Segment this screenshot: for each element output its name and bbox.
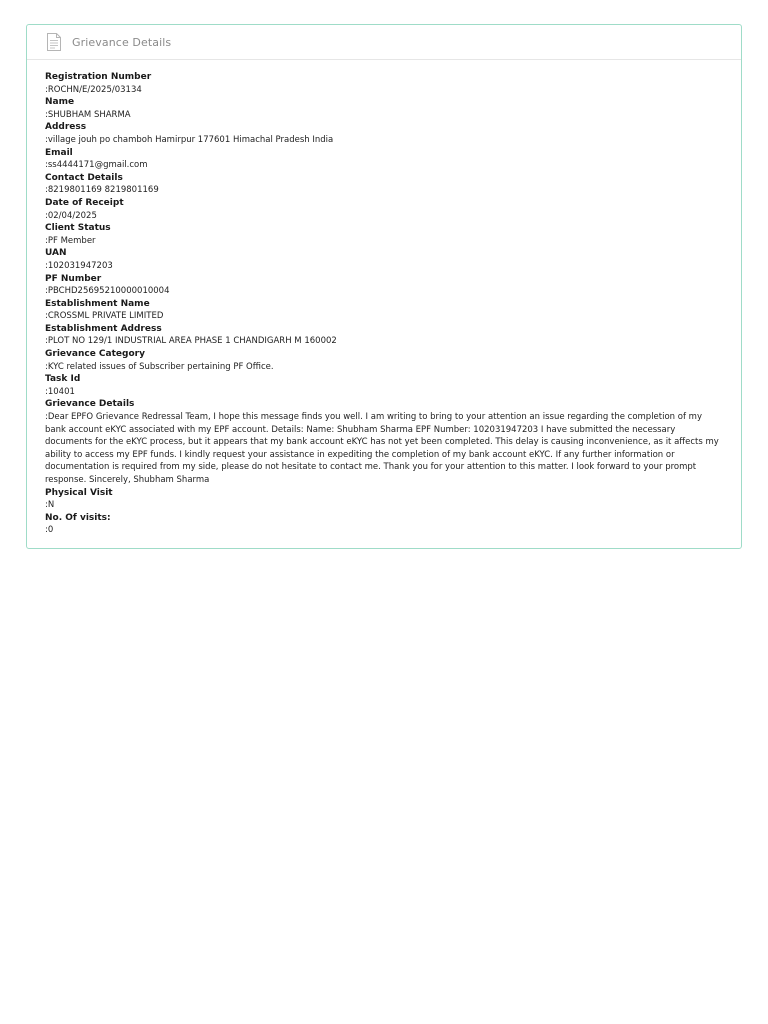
field-label: Address (45, 122, 87, 133)
field-value: :CROSSML PRIVATE LIMITED (45, 311, 164, 322)
field-label: Name (45, 97, 75, 108)
field-value: :102031947203 (45, 260, 113, 271)
field-establishment-address (45, 323, 723, 348)
field-number-of-visits (45, 512, 723, 537)
field-label: Date of Receipt (45, 197, 124, 208)
field-client-status (45, 222, 723, 247)
field-grievance-details (45, 398, 723, 486)
field-registration-number (45, 71, 723, 96)
field-label: UAN (45, 248, 67, 259)
field-value: :N (45, 500, 55, 511)
field-label: Grievance Details (45, 399, 135, 410)
field-date-of-receipt (45, 197, 723, 222)
document-icon (46, 32, 62, 52)
field-value: :0 (45, 525, 54, 536)
field-value: :ROCHN/E/2025/03134 (45, 84, 142, 95)
field-value: :02/04/2025 (45, 210, 97, 221)
field-physical-visit (45, 487, 723, 512)
field-value: :Dear EPFO Grievance Redressal Team, I hope this message finds you well. I am writing to bring to your attention an issue regarding the completion of my bank account eKYC associated with my EPF account. Details: Name: Shubham Sharma EPF Number: 102031947203 I have submitted the necessary documents for the eKYC process, but it appears that my bank account eKYC has not yet been completed. This delay is causing inconvenience, as it affects my ability to access my EPF funds. I kindly request your assistance in expediting the completion of my bank account eKYC. If any further information or documentation is required from my side, please do not hesitate to contact me. Thank you for your attention to this matter. I look forward to your prompt response. Sincerely, Shubham Sharma (45, 412, 719, 485)
field-grievance-category (45, 348, 723, 373)
field-pf-number (45, 273, 723, 298)
field-label: Contact Details (45, 172, 123, 183)
field-value: :10401 (45, 386, 75, 397)
field-value: :PF Member (45, 235, 96, 246)
field-value: :KYC related issues of Subscriber pertaining PF Office. (45, 361, 274, 372)
field-label: Grievance Category (45, 349, 145, 360)
field-label: Task Id (45, 374, 81, 385)
panel-title: Grievance Details (72, 35, 172, 49)
field-value: :PLOT NO 129/1 INDUSTRIAL AREA PHASE 1 CHANDIGARH M 160002 (45, 336, 337, 347)
panel-body (27, 60, 741, 537)
grievance-details-panel (26, 24, 742, 549)
field-label: No. Of visits: (45, 512, 111, 523)
field-name (45, 96, 723, 121)
field-address (45, 121, 723, 146)
field-label: Establishment Name (45, 298, 150, 309)
field-value: :8219801169 8219801169 (45, 185, 159, 196)
field-establishment-name (45, 298, 723, 323)
field-label: Establishment Address (45, 323, 162, 334)
field-label: Physical Visit (45, 487, 113, 498)
field-contact-details (45, 172, 723, 197)
field-label: PF Number (45, 273, 102, 284)
panel-heading (27, 25, 741, 60)
field-uan (45, 247, 723, 272)
field-value: :PBCHD25695210000010004 (45, 286, 170, 297)
field-value: :SHUBHAM SHARMA (45, 109, 131, 120)
field-email (45, 147, 723, 172)
field-value: :village jouh po chamboh Hamirpur 177601 Himachal Pradesh India (45, 134, 334, 145)
field-label: Client Status (45, 223, 111, 234)
field-label: Registration Number (45, 72, 152, 82)
field-value: :ss4444171@gmail.com (45, 160, 148, 171)
field-task-id (45, 373, 723, 398)
field-label: Email (45, 147, 73, 158)
